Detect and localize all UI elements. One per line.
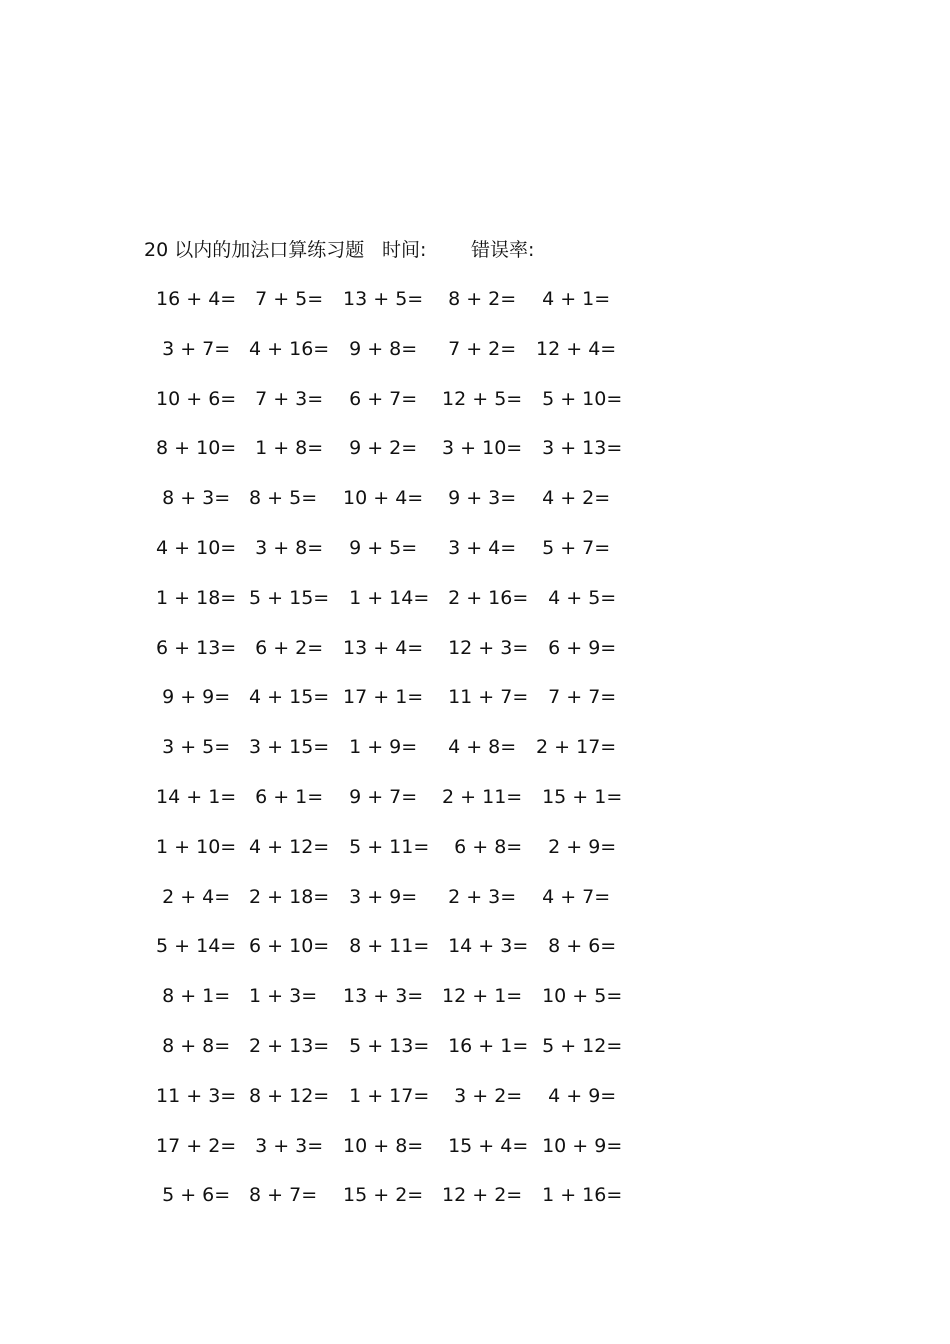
problem-row [0, 433, 950, 483]
addition-problem: 3 + 9= [337, 885, 418, 908]
addition-problem: 11 + 7= [436, 686, 529, 709]
addition-problem: 1 + 9= [337, 736, 418, 759]
addition-problem: 5 + 12= [530, 1034, 623, 1057]
problem-row [0, 1031, 950, 1081]
addition-problem: 4 + 9= [530, 1084, 617, 1107]
problem-row [0, 832, 950, 882]
addition-problem: 2 + 3= [436, 885, 517, 908]
addition-problem: 11 + 3= [150, 1084, 237, 1107]
addition-problem: 2 + 9= [530, 835, 617, 858]
addition-problem: 8 + 8= [150, 1034, 231, 1057]
problem-row [0, 732, 950, 782]
addition-problem: 8 + 3= [150, 487, 231, 510]
addition-problem: 4 + 7= [530, 885, 611, 908]
problem-row [0, 334, 950, 384]
addition-problem: 17 + 2= [150, 1134, 237, 1157]
addition-problem: 4 + 15= [243, 686, 330, 709]
addition-problem: 14 + 1= [150, 785, 237, 808]
problem-row [0, 583, 950, 633]
addition-problem: 5 + 13= [337, 1034, 430, 1057]
addition-problem: 1 + 17= [337, 1084, 430, 1107]
addition-problem: 3 + 3= [243, 1134, 324, 1157]
problem-row [0, 483, 950, 533]
problem-grid [0, 284, 950, 1230]
addition-problem: 10 + 8= [337, 1134, 424, 1157]
addition-problem: 10 + 4= [337, 487, 424, 510]
addition-problem: 1 + 10= [150, 835, 237, 858]
addition-problem: 12 + 2= [436, 1184, 523, 1207]
addition-problem: 13 + 4= [337, 636, 424, 659]
addition-problem: 15 + 1= [530, 785, 623, 808]
addition-problem: 6 + 8= [436, 835, 523, 858]
addition-problem: 3 + 7= [150, 337, 231, 360]
problem-row [0, 633, 950, 683]
addition-problem: 9 + 7= [337, 785, 418, 808]
addition-problem: 8 + 2= [436, 288, 517, 310]
addition-problem: 8 + 11= [337, 935, 430, 958]
addition-problem: 1 + 14= [337, 586, 430, 609]
addition-problem: 3 + 8= [243, 536, 324, 559]
addition-problem: 4 + 8= [436, 736, 517, 759]
problem-row [0, 1131, 950, 1181]
addition-problem: 5 + 7= [530, 536, 611, 559]
addition-problem: 8 + 7= [243, 1184, 318, 1207]
addition-problem: 8 + 12= [243, 1084, 330, 1107]
problem-row [0, 533, 950, 583]
addition-problem: 9 + 8= [337, 337, 418, 360]
addition-problem: 10 + 9= [530, 1134, 623, 1157]
problem-row [0, 682, 950, 732]
addition-problem: 12 + 3= [436, 636, 529, 659]
addition-problem: 9 + 5= [337, 536, 418, 559]
addition-problem: 14 + 3= [436, 935, 529, 958]
worksheet-title: 20 以内的加法口算练习题 [144, 239, 365, 261]
addition-problem: 2 + 18= [243, 885, 330, 908]
error-rate-label: 错误率: [471, 239, 535, 261]
addition-problem: 7 + 2= [436, 337, 517, 360]
addition-problem: 8 + 5= [243, 487, 318, 510]
addition-problem: 2 + 4= [150, 885, 231, 908]
addition-problem: 3 + 4= [436, 536, 517, 559]
addition-problem: 2 + 16= [436, 586, 529, 609]
addition-problem: 6 + 9= [530, 636, 617, 659]
addition-problem: 7 + 7= [530, 686, 617, 709]
addition-problem: 4 + 2= [530, 487, 611, 510]
addition-problem: 4 + 5= [530, 586, 617, 609]
addition-problem: 8 + 10= [150, 437, 237, 460]
time-label: 时间: [382, 239, 427, 261]
addition-problem: 7 + 3= [243, 387, 324, 410]
addition-problem: 5 + 11= [337, 835, 430, 858]
addition-problem: 1 + 18= [150, 586, 237, 609]
problem-row [0, 384, 950, 434]
addition-problem: 2 + 13= [243, 1034, 330, 1057]
addition-problem: 5 + 6= [150, 1184, 231, 1207]
problem-row [0, 284, 950, 334]
addition-problem: 9 + 9= [150, 686, 231, 709]
problem-row [0, 1081, 950, 1131]
addition-problem: 1 + 16= [530, 1184, 623, 1207]
addition-problem: 6 + 10= [243, 935, 330, 958]
addition-problem: 13 + 3= [337, 985, 424, 1008]
addition-problem: 5 + 10= [530, 387, 623, 410]
addition-problem: 4 + 16= [243, 337, 330, 360]
addition-problem: 10 + 6= [150, 387, 237, 410]
addition-problem: 4 + 12= [243, 835, 330, 858]
addition-problem: 12 + 1= [436, 985, 523, 1008]
problem-row [0, 1180, 950, 1230]
addition-problem: 15 + 2= [337, 1184, 424, 1207]
problem-row [0, 782, 950, 832]
problem-row [0, 931, 950, 981]
addition-problem: 9 + 2= [337, 437, 418, 460]
addition-problem: 6 + 7= [337, 387, 418, 410]
addition-problem: 2 + 11= [436, 785, 523, 808]
problem-row [0, 981, 950, 1031]
problem-row [0, 882, 950, 932]
addition-problem: 5 + 15= [243, 586, 330, 609]
addition-problem: 15 + 4= [436, 1134, 529, 1157]
addition-problem: 2 + 17= [530, 736, 617, 759]
addition-problem: 1 + 3= [243, 985, 318, 1008]
addition-problem: 12 + 4= [530, 337, 617, 360]
addition-problem: 3 + 2= [436, 1084, 523, 1107]
addition-problem: 3 + 5= [150, 736, 231, 759]
addition-problem: 17 + 1= [337, 686, 424, 709]
addition-problem: 8 + 6= [530, 935, 617, 958]
addition-problem: 3 + 13= [530, 437, 623, 460]
addition-problem: 9 + 3= [436, 487, 517, 510]
addition-problem: 8 + 1= [150, 985, 231, 1008]
addition-problem: 6 + 13= [150, 636, 237, 659]
addition-problem: 6 + 2= [243, 636, 324, 659]
addition-problem: 5 + 14= [150, 935, 237, 958]
addition-problem: 10 + 5= [530, 985, 623, 1008]
addition-problem: 16 + 1= [436, 1034, 529, 1057]
addition-problem: 1 + 8= [243, 437, 324, 460]
addition-problem: 12 + 5= [436, 387, 523, 410]
addition-problem: 3 + 15= [243, 736, 330, 759]
addition-problem: 13 + 5= [337, 288, 424, 310]
addition-problem: 6 + 1= [243, 785, 324, 808]
addition-problem: 16 + 4= [150, 288, 237, 310]
addition-problem: 3 + 10= [436, 437, 523, 460]
addition-problem: 7 + 5= [243, 288, 324, 310]
addition-problem: 4 + 1= [530, 288, 611, 310]
addition-problem: 4 + 10= [150, 536, 237, 559]
